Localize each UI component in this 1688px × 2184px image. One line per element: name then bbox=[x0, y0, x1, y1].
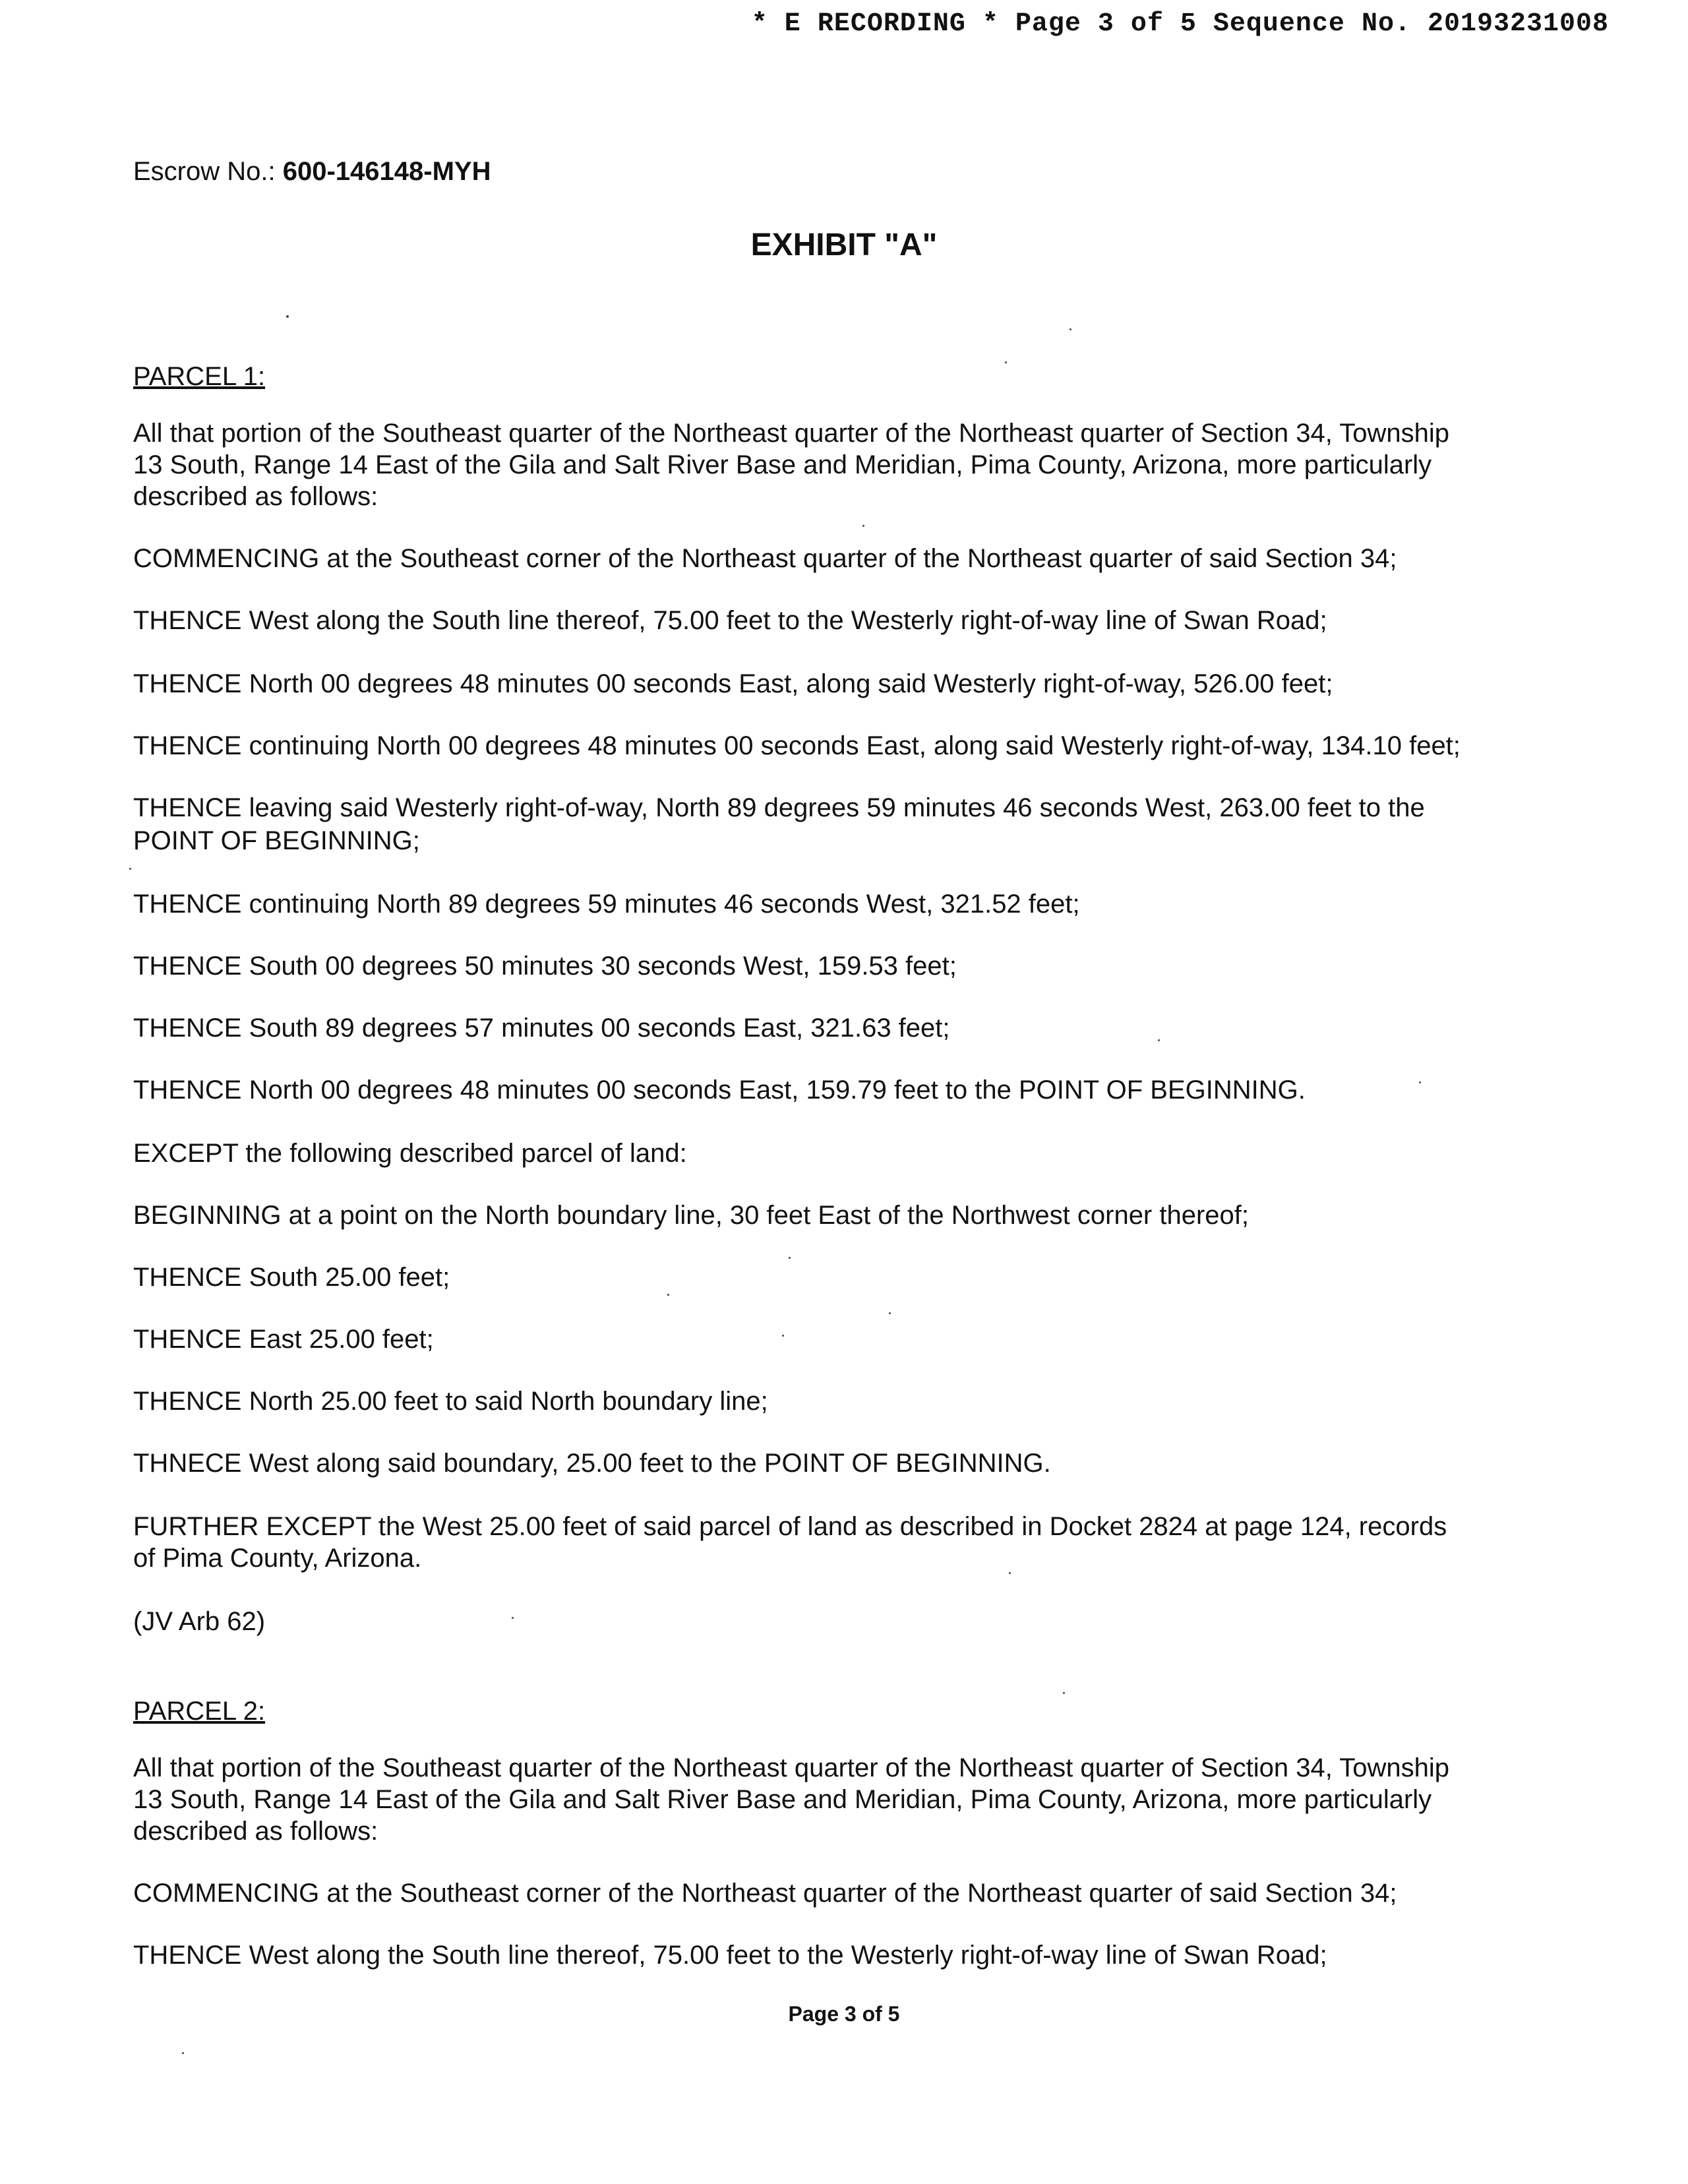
legal-paragraph: BEGINNING at a point on the North boundary line, 30 feet East of the Northwest corner thereof; bbox=[133, 1201, 1250, 1230]
scan-speck bbox=[182, 2052, 184, 2054]
scan-speck bbox=[129, 868, 131, 870]
legal-paragraph: THENCE South 25.00 feet; bbox=[133, 1263, 450, 1292]
legal-paragraph: POINT OF BEGINNING; bbox=[133, 826, 420, 855]
legal-paragraph: THNECE West along said boundary, 25.00 feet to the POINT OF BEGINNING. bbox=[133, 1449, 1051, 1478]
escrow-line bbox=[133, 157, 491, 187]
parcel-2-intro-line: All that portion of the Southeast quarter of the Northeast quarter of the Northeast quarter of Section 34, Township bbox=[133, 1753, 1450, 1782]
scan-speck bbox=[1009, 1572, 1011, 1574]
legal-paragraph: EXCEPT the following described parcel of land: bbox=[133, 1139, 687, 1168]
legal-paragraph: THENCE continuing North 00 degrees 48 minutes 00 seconds East, along said Westerly right-of-way, 134.10 feet; bbox=[133, 731, 1461, 760]
legal-paragraph: THENCE North 25.00 feet to said North boundary line; bbox=[133, 1387, 768, 1416]
parcel-2-intro-line: 13 South, Range 14 East of the Gila and Salt River Base and Meridian, Pima County, Arizona, more particularly bbox=[133, 1785, 1432, 1814]
scan-speck bbox=[1158, 1039, 1160, 1041]
legal-paragraph: THENCE North 00 degrees 48 minutes 00 seconds East, along said Westerly right-of-way, 526.00 feet; bbox=[133, 669, 1333, 698]
scan-speck bbox=[667, 1294, 669, 1296]
scan-speck bbox=[862, 525, 864, 527]
scan-speck bbox=[512, 1617, 514, 1619]
parcel-2-title: PARCEL 2: bbox=[133, 1697, 266, 1726]
legal-paragraph: THENCE West along the South line thereof, 75.00 feet to the Westerly right-of-way line of Swan Road; bbox=[133, 1941, 1327, 1970]
legal-paragraph: COMMENCING at the Southeast corner of the Northeast quarter of the Northeast quarter of said Section 34; bbox=[133, 544, 1397, 573]
legal-paragraph: THENCE South 89 degrees 57 minutes 00 seconds East, 321.63 feet; bbox=[133, 1014, 950, 1043]
legal-paragraph: THENCE East 25.00 feet; bbox=[133, 1325, 434, 1354]
scan-speck bbox=[1070, 328, 1071, 330]
exhibit-title: EXHIBIT "A" bbox=[750, 228, 938, 262]
parcel-1-intro-line: All that portion of the Southeast quarter of the Northeast quarter of the Northeast quarter of Section 34, Township bbox=[133, 419, 1450, 448]
legal-paragraph: (JV Arb 62) bbox=[133, 1607, 266, 1636]
legal-paragraph: THENCE West along the South line thereof, 75.00 feet to the Westerly right-of-way line of Swan Road; bbox=[133, 606, 1327, 635]
legal-paragraph: THENCE South 00 degrees 50 minutes 30 seconds West, 159.53 feet; bbox=[133, 952, 957, 981]
scan-speck bbox=[1419, 1081, 1421, 1083]
legal-paragraph: THENCE leaving said Westerly right-of-way, North 89 degrees 59 minutes 46 seconds West, 263.00 feet to the bbox=[133, 793, 1425, 822]
escrow-number: 600-146148-MYH bbox=[282, 157, 491, 186]
scan-speck bbox=[789, 1257, 791, 1259]
scan-speck bbox=[782, 1335, 784, 1337]
parcel-2-intro-line: described as follows: bbox=[133, 1817, 378, 1846]
legal-paragraph: THENCE continuing North 89 degrees 59 minutes 46 seconds West, 321.52 feet; bbox=[133, 890, 1080, 919]
scan-speck bbox=[1063, 1692, 1065, 1694]
legal-paragraph: COMMENCING at the Southeast corner of the Northeast quarter of the Northeast quarter of said Section 34; bbox=[133, 1879, 1397, 1908]
legal-paragraph: FURTHER EXCEPT the West 25.00 feet of said parcel of land as described in Docket 2824 at page 124, records bbox=[133, 1512, 1447, 1541]
scan-speck bbox=[286, 315, 289, 318]
escrow-label: Escrow No.: bbox=[133, 157, 276, 186]
parcel-1-intro-line: described as follows: bbox=[133, 482, 378, 511]
recording-header: * E RECORDING * Page 3 of 5 Sequence No. 20193231008 bbox=[751, 9, 1609, 39]
legal-paragraph: THENCE North 00 degrees 48 minutes 00 seconds East, 159.79 feet to the POINT OF BEGINNING. bbox=[133, 1076, 1306, 1105]
scan-speck bbox=[889, 1312, 891, 1314]
legal-paragraph: of Pima County, Arizona. bbox=[133, 1544, 422, 1573]
page-footer: Page 3 of 5 bbox=[788, 2002, 900, 2026]
parcel-1-title: PARCEL 1: bbox=[133, 362, 266, 391]
scan-speck bbox=[1005, 361, 1007, 363]
parcel-1-intro-line: 13 South, Range 14 East of the Gila and Salt River Base and Meridian, Pima County, Arizona, more particularly bbox=[133, 450, 1432, 479]
